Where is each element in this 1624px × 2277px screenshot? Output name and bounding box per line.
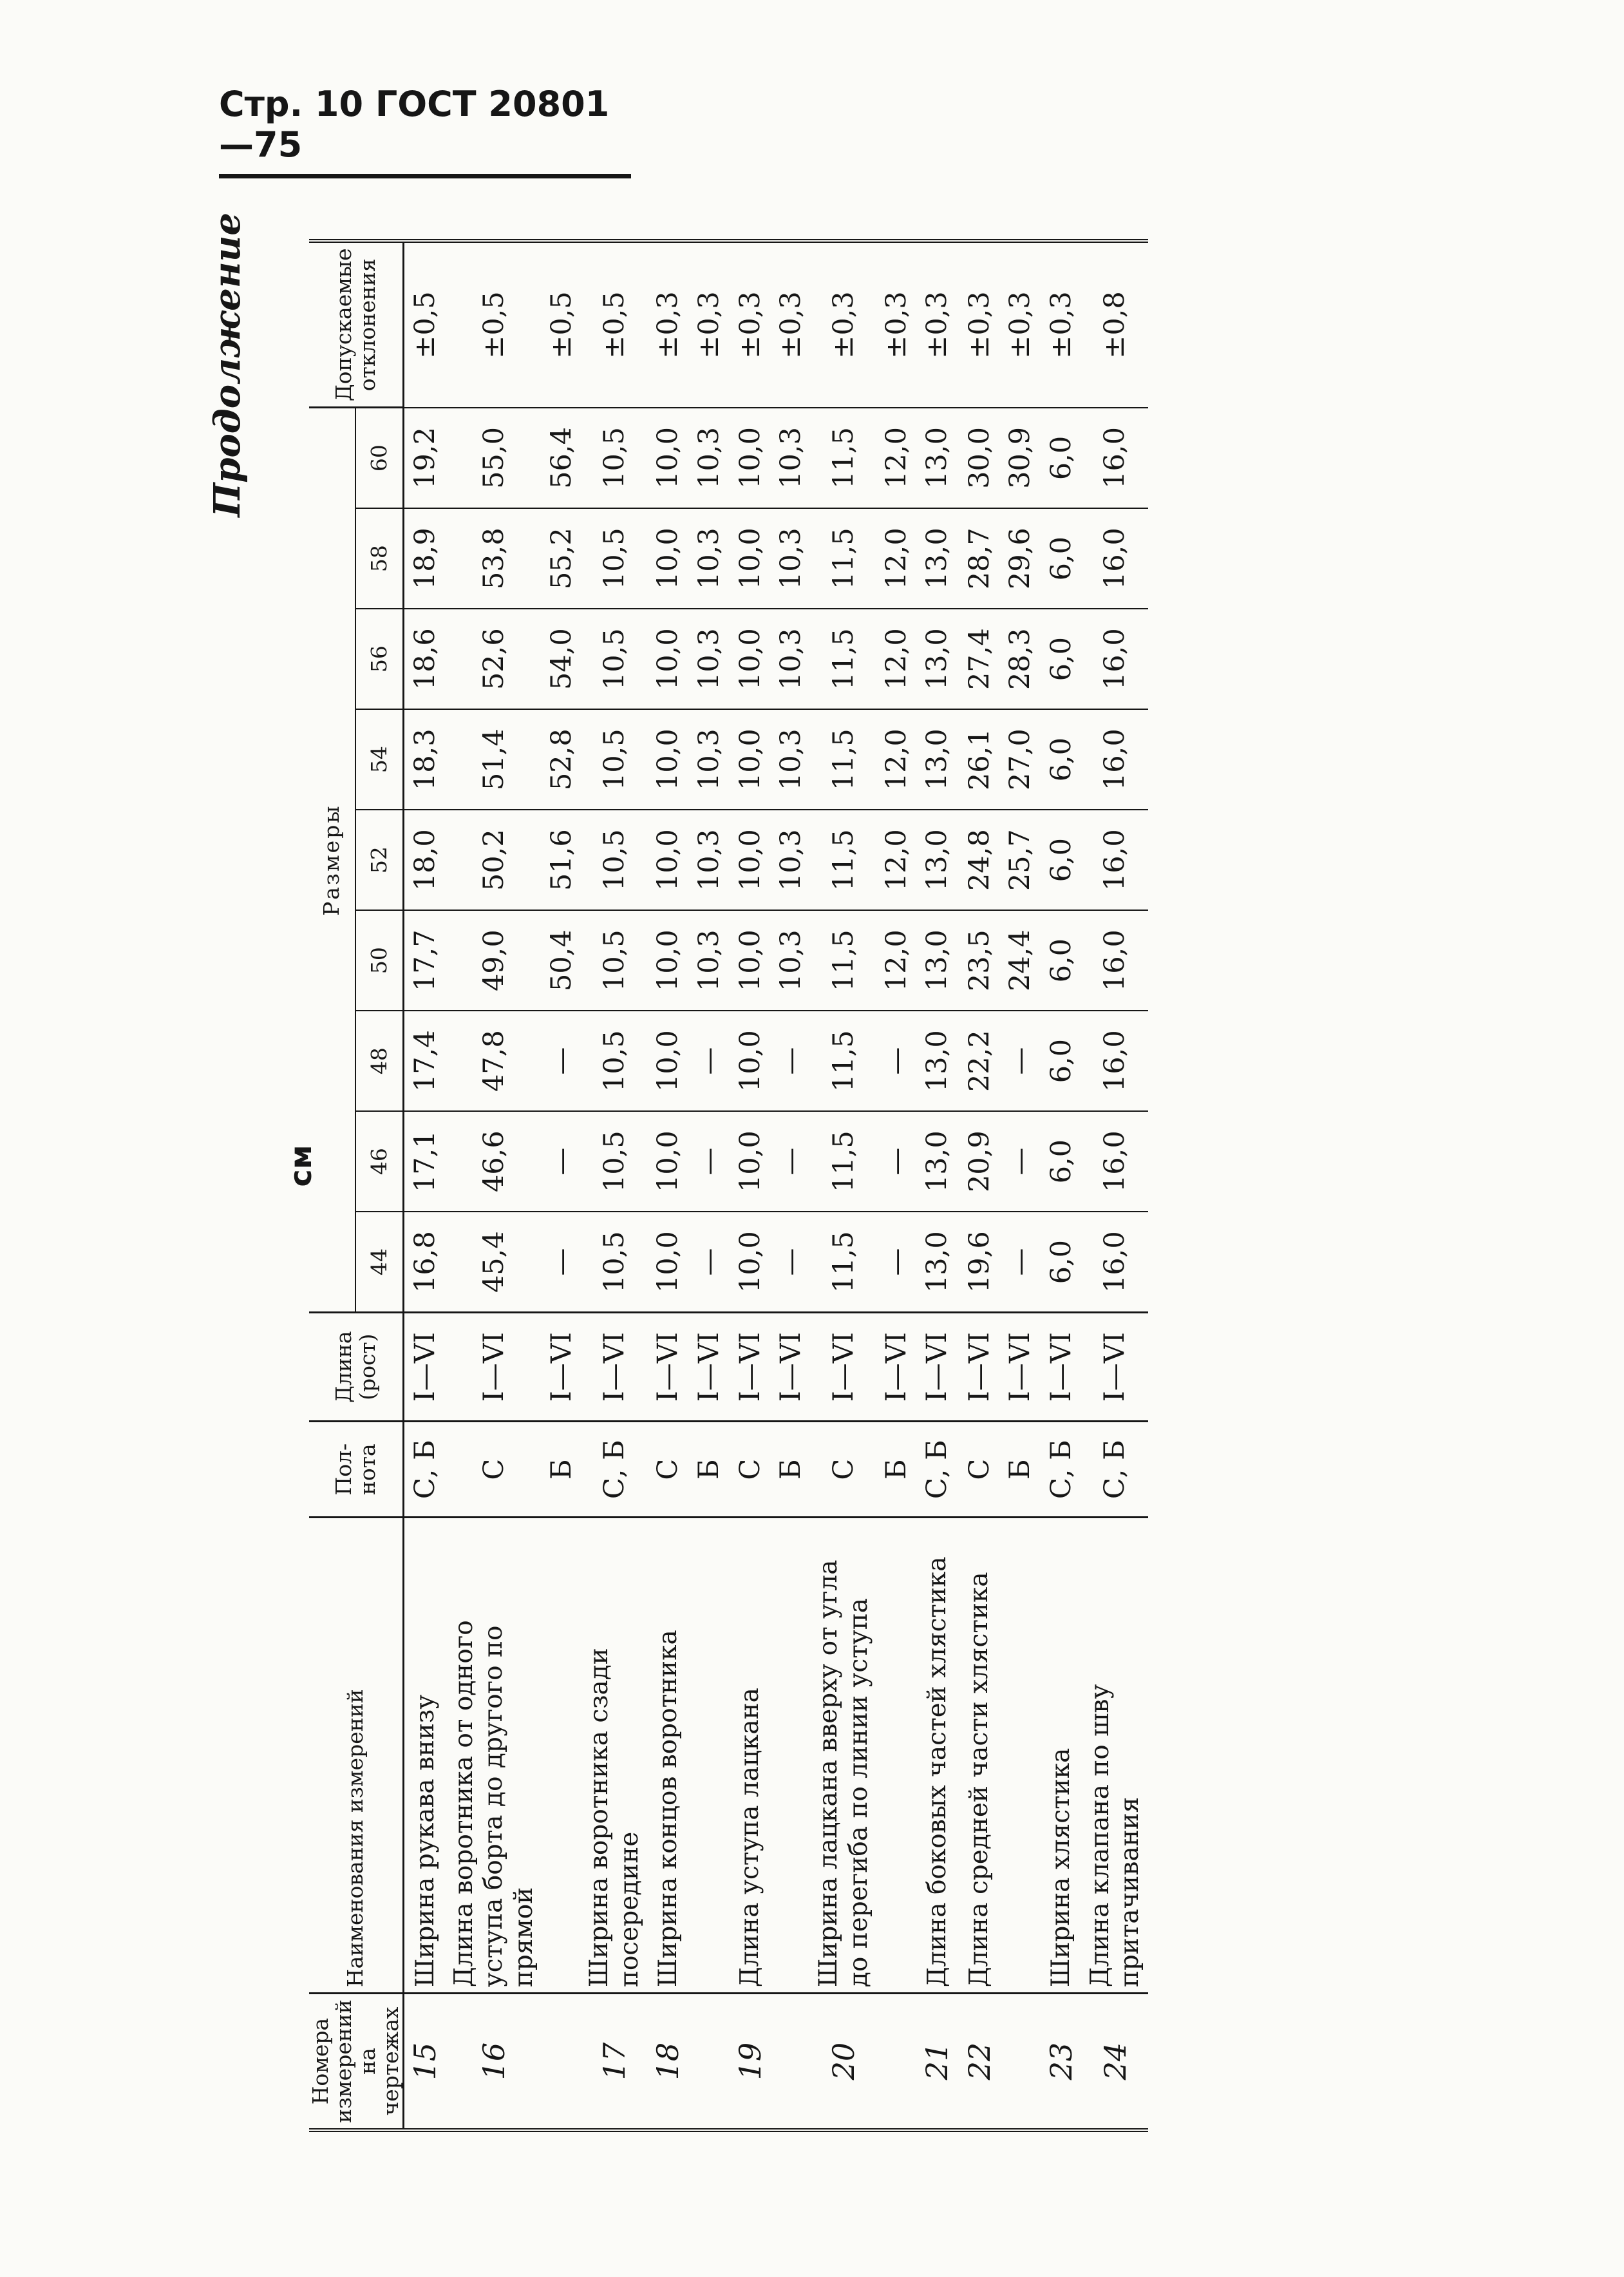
size-value: 16,0 (1083, 1011, 1149, 1111)
size-value: 13,0 (916, 1212, 959, 1313)
size-value: 25,7 (1001, 810, 1041, 910)
fullness-value: Б (771, 1422, 811, 1518)
tolerance-value: ±0,3 (921, 291, 954, 359)
size-value: 56,4 (542, 408, 582, 509)
size-value: — (1001, 1111, 1041, 1212)
size-value: — (1001, 1011, 1041, 1111)
size-value: 20,9 (959, 1111, 1001, 1212)
size-value: 10,0 (647, 1212, 690, 1313)
size-value: 19,6 (959, 1212, 1001, 1313)
measurement-name: Ширина лацкана вверху от угла до перегиба по линии уступа (811, 1518, 877, 1994)
tolerance-value: ±0,3 (692, 291, 725, 359)
size-value: 13,0 (916, 1111, 959, 1212)
size-value: 10,3 (771, 910, 811, 1011)
size-value: 16,0 (1083, 810, 1149, 910)
measurement-number (771, 1994, 811, 2130)
size-value: 10,5 (582, 508, 648, 609)
measurement-name: Длина клапана по шву притачивания (1083, 1518, 1149, 1994)
size-header-48: 48 (355, 1011, 404, 1111)
size-value: 10,3 (771, 408, 811, 509)
col-tolerance-header: Допускаемые отклонения (309, 241, 404, 407)
size-value: 16,8 (404, 1212, 447, 1313)
size-value: 13,0 (916, 1011, 959, 1111)
measurement-name: Длина боковых частей хлястика (916, 1518, 959, 1994)
size-value: 12,0 (877, 609, 917, 709)
fullness-value: Б (877, 1422, 917, 1518)
tolerance-value: ±0,3 (827, 291, 860, 359)
size-value: 10,3 (690, 709, 730, 810)
measurement-name (771, 1518, 811, 1994)
length-value: I—VI (647, 1313, 690, 1422)
fullness-value: С (647, 1422, 690, 1518)
size-value: 30,9 (1001, 408, 1041, 509)
size-value: 10,0 (730, 1111, 772, 1212)
fullness-value: С, Б (582, 1422, 648, 1518)
size-value: — (690, 1011, 730, 1111)
size-value: 18,3 (404, 709, 447, 810)
fullness-value: С, Б (916, 1422, 959, 1518)
measurement-number (877, 1994, 917, 2130)
size-value: 45,4 (447, 1212, 542, 1313)
size-value: — (771, 1212, 811, 1313)
tolerance-value: ±0,8 (1099, 291, 1131, 359)
length-value: I—VI (404, 1313, 447, 1422)
size-value: 10,0 (647, 1111, 690, 1212)
table-row (582, 241, 648, 2130)
length-value: I—VI (771, 1313, 811, 1422)
measurement-number: 17 (582, 1994, 648, 2130)
size-value: — (542, 1212, 582, 1313)
table-row (1001, 241, 1041, 2130)
col-sizes-group-header: Размеры (309, 408, 355, 1313)
size-value: 51,6 (542, 810, 582, 910)
size-value: 16,0 (1083, 1111, 1149, 1212)
size-value: 11,5 (811, 609, 877, 709)
length-value: I—VI (690, 1313, 730, 1422)
size-value: 10,0 (647, 709, 690, 810)
size-value: 12,0 (877, 709, 917, 810)
table-row (1041, 241, 1083, 2130)
size-value: — (877, 1011, 917, 1111)
measurement-name: Ширина хлястика (1041, 1518, 1083, 1994)
size-value: 12,0 (877, 810, 917, 910)
size-value: 49,0 (447, 910, 542, 1011)
size-header-46: 46 (355, 1111, 404, 1212)
table-row (647, 241, 690, 2130)
col-length-header: Длина (рост) (309, 1313, 404, 1422)
measurement-name: Длина воротника от одного уступа борта до другого по прямой (447, 1518, 542, 1994)
tolerance-value: ±0,3 (775, 291, 807, 359)
size-value: 10,5 (582, 810, 648, 910)
size-value: 28,3 (1001, 609, 1041, 709)
size-value: 47,8 (447, 1011, 542, 1111)
size-value: 10,3 (771, 609, 811, 709)
measurements-table (309, 239, 1148, 2132)
size-value: 10,0 (730, 1212, 772, 1313)
size-value: 10,0 (647, 508, 690, 609)
size-value: 6,0 (1041, 508, 1083, 609)
measurement-number (542, 1994, 582, 2130)
size-value: 10,5 (582, 1212, 648, 1313)
size-value: 50,2 (447, 810, 542, 910)
page-header: Стр. 10 ГОСТ 20801—75 (219, 84, 631, 178)
size-value: 10,3 (771, 709, 811, 810)
size-value: 13,0 (916, 508, 959, 609)
size-value: 53,8 (447, 508, 542, 609)
fullness-value: С, Б (1041, 1422, 1083, 1518)
size-value: 17,4 (404, 1011, 447, 1111)
fullness-value: Б (542, 1422, 582, 1518)
size-header-60: 60 (355, 408, 404, 509)
fullness-value: Б (1001, 1422, 1041, 1518)
size-value: 10,0 (730, 508, 772, 609)
table-row (542, 241, 582, 2130)
size-value: 10,0 (730, 609, 772, 709)
size-value: 11,5 (811, 709, 877, 810)
size-value: 24,4 (1001, 910, 1041, 1011)
size-value: 10,0 (730, 1011, 772, 1111)
length-value: I—VI (1041, 1313, 1083, 1422)
measurement-name (690, 1518, 730, 1994)
col-fullness-header: Пол-нота (309, 1422, 404, 1518)
length-value: I—VI (730, 1313, 772, 1422)
size-value: 11,5 (811, 810, 877, 910)
size-value: 13,0 (916, 709, 959, 810)
size-value: 55,0 (447, 408, 542, 509)
size-value: 30,0 (959, 408, 1001, 509)
size-value: 6,0 (1041, 810, 1083, 910)
measurement-number: 22 (959, 1994, 1001, 2130)
size-value: 10,0 (647, 609, 690, 709)
tolerance-value: ±0,5 (545, 291, 578, 359)
measurement-name: Длина уступа лацкана (730, 1518, 772, 1994)
size-value: 10,0 (647, 1011, 690, 1111)
size-value: 13,0 (916, 408, 959, 509)
tolerance-value: ±0,5 (409, 291, 442, 359)
fullness-value: С (959, 1422, 1001, 1518)
measurement-number: 24 (1083, 1994, 1149, 2130)
size-value: 13,0 (916, 810, 959, 910)
size-value: 52,8 (542, 709, 582, 810)
size-value: 10,0 (730, 709, 772, 810)
length-value: I—VI (1083, 1313, 1149, 1422)
size-value: — (771, 1111, 811, 1212)
size-value: — (690, 1212, 730, 1313)
measurement-name: Ширина воротника сзади посередине (582, 1518, 648, 1994)
fullness-value: С (811, 1422, 877, 1518)
measurement-name: Длина средней части хлястика (959, 1518, 1001, 1994)
size-value: 29,6 (1001, 508, 1041, 609)
size-value: 10,5 (582, 910, 648, 1011)
size-value: 10,0 (647, 408, 690, 509)
table-row (730, 241, 772, 2130)
size-value: 10,0 (647, 910, 690, 1011)
fullness-value: С, Б (404, 1422, 447, 1518)
size-value: 6,0 (1041, 709, 1083, 810)
size-value: — (542, 1011, 582, 1111)
tolerance-value: ±0,3 (1044, 291, 1077, 359)
size-value: 6,0 (1041, 609, 1083, 709)
table-row (959, 241, 1001, 2130)
length-value: I—VI (542, 1313, 582, 1422)
table-row (916, 241, 959, 2130)
size-value: 10,0 (730, 408, 772, 509)
size-header-44: 44 (355, 1212, 404, 1313)
size-value: 11,5 (811, 1212, 877, 1313)
measurement-name: Ширина рукава внизу (404, 1518, 447, 1994)
size-value: 12,0 (877, 408, 917, 509)
table-row (877, 241, 917, 2130)
size-value: 54,0 (542, 609, 582, 709)
measurement-name (1001, 1518, 1041, 1994)
tolerance-value: ±0,3 (1004, 291, 1037, 359)
size-header-56: 56 (355, 609, 404, 709)
size-value: 6,0 (1041, 408, 1083, 509)
size-value: 10,5 (582, 408, 648, 509)
fullness-value: Б (690, 1422, 730, 1518)
fullness-value: С, Б (1083, 1422, 1149, 1518)
size-value: 12,0 (877, 910, 917, 1011)
size-value: 16,0 (1083, 1212, 1149, 1313)
measurement-number: 19 (730, 1994, 772, 2130)
table-row (404, 241, 447, 2130)
length-value: I—VI (916, 1313, 959, 1422)
size-value: 10,0 (730, 910, 772, 1011)
measurement-number: 15 (404, 1994, 447, 2130)
size-value: — (877, 1212, 917, 1313)
size-value: — (690, 1111, 730, 1212)
continuation-label: Продолжение (206, 213, 249, 517)
size-value: 16,0 (1083, 709, 1149, 810)
size-value: — (877, 1111, 917, 1212)
measurement-number: 20 (811, 1994, 877, 2130)
length-value: I—VI (1001, 1313, 1041, 1422)
measurement-number: 18 (647, 1994, 690, 2130)
tolerance-value: ±0,3 (880, 291, 912, 359)
tolerance-value: ±0,3 (963, 291, 996, 359)
size-value: 11,5 (811, 910, 877, 1011)
size-value: 26,1 (959, 709, 1001, 810)
fullness-value: С (447, 1422, 542, 1518)
measurement-name (542, 1518, 582, 1994)
col-number-header: Номера измерений на чертежах (309, 1994, 404, 2130)
size-value: 10,5 (582, 1111, 648, 1212)
length-value: I—VI (582, 1313, 648, 1422)
length-value: I—VI (811, 1313, 877, 1422)
size-value: 10,5 (582, 709, 648, 810)
size-value: 10,3 (690, 408, 730, 509)
fullness-value: С (730, 1422, 772, 1518)
size-value: 10,3 (690, 910, 730, 1011)
size-value: 10,5 (582, 609, 648, 709)
size-value: 13,0 (916, 609, 959, 709)
measurement-number (690, 1994, 730, 2130)
size-value: — (542, 1111, 582, 1212)
size-value: 10,0 (647, 810, 690, 910)
size-value: 11,5 (811, 1011, 877, 1111)
size-value: 18,9 (404, 508, 447, 609)
size-value: 55,2 (542, 508, 582, 609)
size-value: 19,2 (404, 408, 447, 509)
size-header-54: 54 (355, 709, 404, 810)
size-value: 12,0 (877, 508, 917, 609)
unit-label: см (283, 1145, 318, 1187)
length-value: I—VI (447, 1313, 542, 1422)
size-value: 18,0 (404, 810, 447, 910)
size-header-58: 58 (355, 508, 404, 609)
col-name-header: Наименования измерений (309, 1518, 404, 1994)
size-value: 6,0 (1041, 910, 1083, 1011)
size-value: 27,4 (959, 609, 1001, 709)
size-value: 27,0 (1001, 709, 1041, 810)
table-row (447, 241, 542, 2130)
rotated-table-block (206, 200, 1507, 2132)
table-body (404, 241, 1148, 2130)
size-value: 10,3 (690, 508, 730, 609)
size-value: 10,3 (690, 609, 730, 709)
measurement-name: Ширина концов воротника (647, 1518, 690, 1994)
length-value: I—VI (959, 1313, 1001, 1422)
size-value: 16,0 (1083, 408, 1149, 509)
size-value: 16,0 (1083, 508, 1149, 609)
size-value: 10,0 (730, 810, 772, 910)
table-row (771, 241, 811, 2130)
size-value: 50,4 (542, 910, 582, 1011)
size-value: 10,5 (582, 1011, 648, 1111)
table-row (811, 241, 877, 2130)
size-value: 46,6 (447, 1111, 542, 1212)
size-value: 13,0 (916, 910, 959, 1011)
size-value: 17,1 (404, 1111, 447, 1212)
tolerance-value: ±0,3 (652, 291, 685, 359)
measurement-number: 16 (447, 1994, 542, 2130)
size-value: — (1001, 1212, 1041, 1313)
size-value: 16,0 (1083, 609, 1149, 709)
size-value: 16,0 (1083, 910, 1149, 1011)
length-value: I—VI (877, 1313, 917, 1422)
size-value: 6,0 (1041, 1011, 1083, 1111)
table-row (690, 241, 730, 2130)
measurement-number (1001, 1994, 1041, 2130)
size-value: — (771, 1011, 811, 1111)
size-value: 11,5 (811, 1111, 877, 1212)
size-value: 28,7 (959, 508, 1001, 609)
size-value: 10,3 (690, 810, 730, 910)
measurement-number: 23 (1041, 1994, 1083, 2130)
measurement-name (877, 1518, 917, 1994)
size-value: 11,5 (811, 508, 877, 609)
size-value: 10,3 (771, 810, 811, 910)
size-value: 11,5 (811, 408, 877, 509)
size-header-52: 52 (355, 810, 404, 910)
size-value: 6,0 (1041, 1212, 1083, 1313)
size-value: 24,8 (959, 810, 1001, 910)
size-value: 52,6 (447, 609, 542, 709)
size-value: 23,5 (959, 910, 1001, 1011)
size-header-50: 50 (355, 910, 404, 1011)
size-value: 10,3 (771, 508, 811, 609)
size-value: 17,7 (404, 910, 447, 1011)
table-row (1083, 241, 1149, 2130)
tolerance-value: ±0,5 (478, 291, 510, 359)
size-value: 6,0 (1041, 1111, 1083, 1212)
size-value: 51,4 (447, 709, 542, 810)
tolerance-value: ±0,5 (598, 291, 630, 359)
tolerance-value: ±0,3 (733, 291, 766, 359)
size-value: 18,6 (404, 609, 447, 709)
size-value: 22,2 (959, 1011, 1001, 1111)
measurement-number: 21 (916, 1994, 959, 2130)
